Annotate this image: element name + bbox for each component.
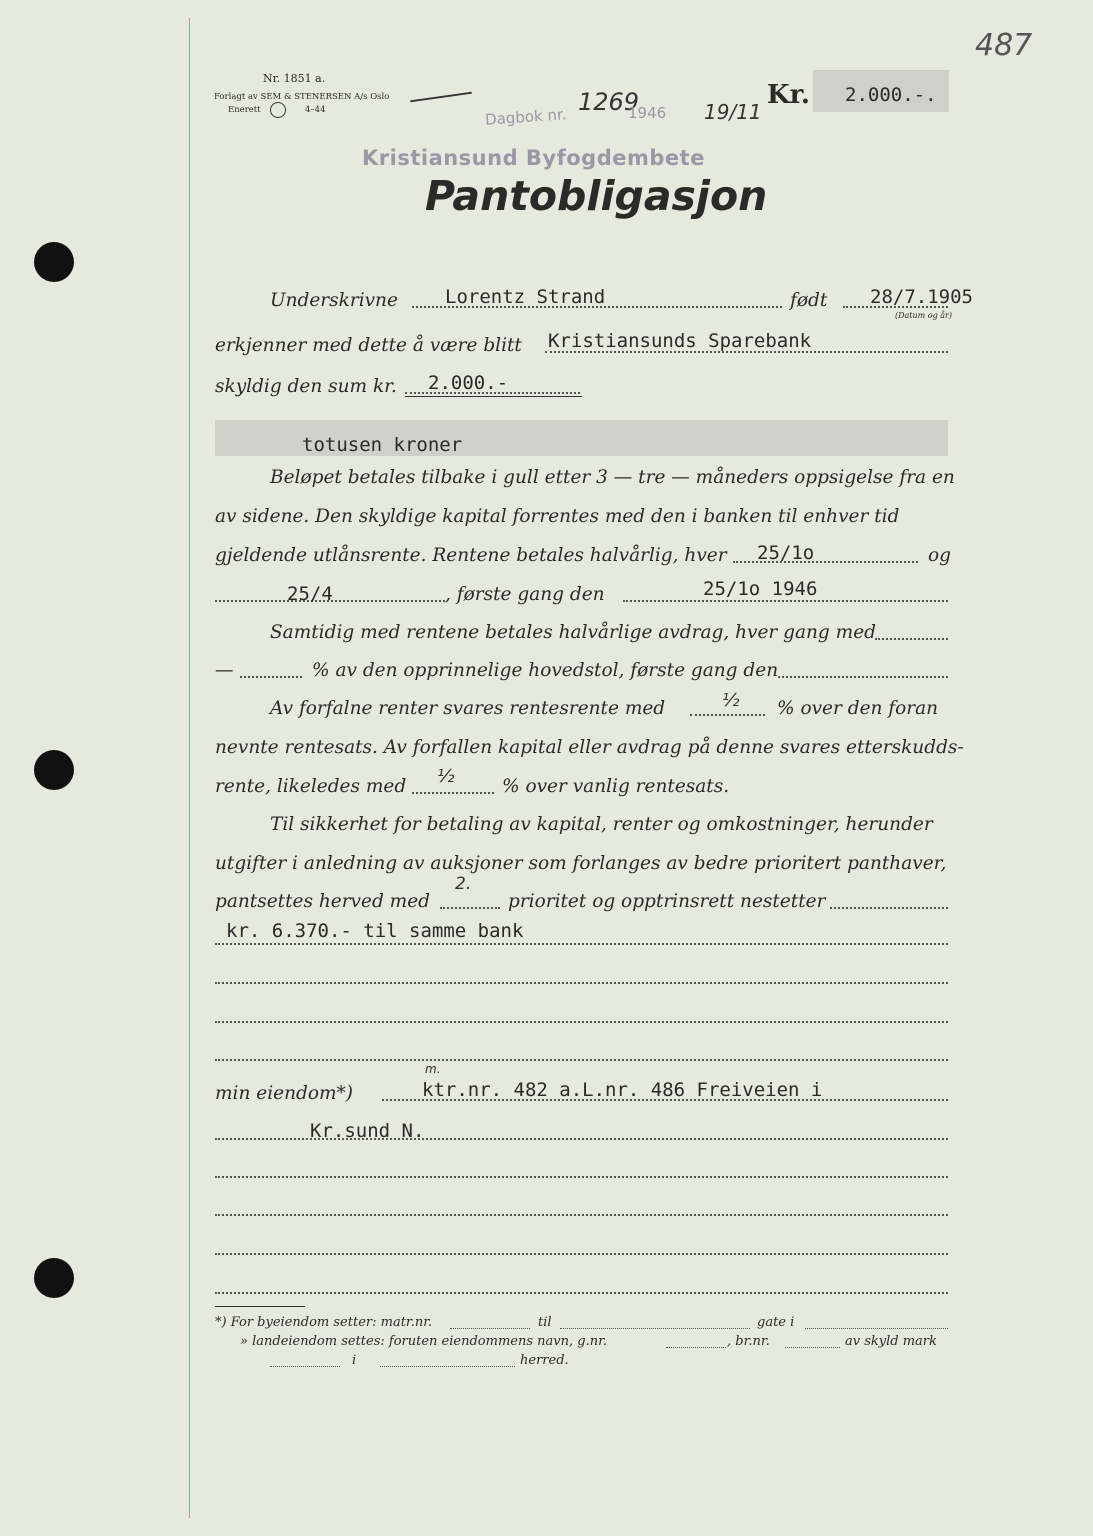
dotted-line: [215, 943, 948, 945]
prior-claim: kr. 6.370.- til samme bank: [226, 920, 524, 942]
interest-date-2: 25/4: [287, 583, 333, 605]
dotted-line: [690, 714, 765, 716]
footnote-text: av skyld mark: [845, 1334, 937, 1349]
datum-note: (Datum og år): [895, 311, 952, 320]
dotted-line: [380, 1366, 515, 1367]
body-text: % over den foran: [777, 698, 939, 719]
margin-line: [189, 18, 190, 1518]
rate-fraction-2: ½: [437, 766, 455, 787]
dagbok-number: 1269: [578, 88, 640, 116]
footnote-text: herred.: [520, 1353, 569, 1368]
publisher-emblem-icon: [270, 102, 286, 118]
body-text: prioritet og opptrinsrett nestetter: [508, 891, 826, 912]
footnote-text: , br.nr.: [727, 1334, 770, 1349]
body-text: Samtidig med rentene betales halvårlige avdrag, hver gang med: [270, 622, 876, 643]
footnote-text: gate i: [757, 1315, 795, 1330]
dotted-line: [412, 792, 494, 794]
body-text: og: [928, 545, 951, 566]
underskrivne-label: Underskrivne: [270, 290, 398, 311]
body-text: gjeldende utlånsrente. Rentene betales halvårlig, hver: [215, 545, 727, 566]
property-location: Kr.sund N.: [310, 1120, 425, 1142]
debtor-name: Lorentz Strand: [445, 286, 606, 308]
body-text: rente, likeledes med: [215, 776, 407, 797]
dotted-line: [623, 600, 948, 602]
min-eiendom-label: min eiendom*): [215, 1083, 353, 1104]
body-text: Beløpet betales tilbake i gull etter 3 — tre — måneders oppsigelse fra en: [270, 467, 955, 488]
publisher-line: Forlagt av SEM & STENERSEN A/s Oslo: [214, 92, 390, 102]
court-stamp: Kristiansund Byfogdembete: [362, 146, 705, 170]
property-mark: m.: [425, 1062, 441, 1076]
rate-fraction-1: ½: [722, 690, 740, 711]
kr-amount: 2.000.-.: [845, 84, 937, 106]
punch-hole: [34, 242, 74, 282]
kr-label: Kr.: [767, 80, 810, 110]
dotted-line: [805, 1328, 948, 1329]
property-description: ktr.nr. 482 a.L.nr. 486 Freiveien i: [422, 1079, 823, 1101]
sum-words: totusen kroner: [302, 434, 463, 456]
dotted-line: [440, 907, 500, 909]
footnote-rule: [215, 1306, 305, 1307]
dotted-line: [240, 676, 302, 678]
body-text: % av den opprinnelige hovedstol, første gang den: [312, 660, 779, 681]
page-title: Pantobligasjon: [425, 172, 768, 220]
footnote-text: til: [538, 1315, 552, 1330]
body-text: pantsettes herved med: [215, 891, 431, 912]
punch-hole: [34, 1258, 74, 1298]
priority-number: 2.: [455, 874, 472, 894]
fodt-label: født: [790, 290, 828, 311]
first-payment-date: 25/1o 1946: [703, 578, 818, 600]
birth-date: 28/7.1905: [870, 286, 973, 308]
dotted-line: [215, 1059, 948, 1061]
dotted-line: [215, 1214, 948, 1216]
dagbok-date: 19/11: [704, 100, 762, 124]
dotted-line: [785, 1347, 840, 1348]
skyldig-label: skyldig den sum kr.: [215, 376, 397, 397]
dotted-line: [215, 1021, 948, 1023]
page-number-handwritten: 487: [975, 28, 1033, 63]
dagbok-stamp: Dagbok nr.: [484, 105, 568, 129]
dotted-line: [215, 982, 948, 984]
punch-hole: [34, 750, 74, 790]
underline: [405, 396, 582, 397]
dotted-line: [270, 1366, 340, 1367]
dotted-line: [560, 1328, 750, 1329]
footnote-text: i: [352, 1353, 357, 1368]
creditor-name: Kristiansunds Sparebank: [548, 330, 812, 352]
dotted-line: [215, 1292, 948, 1294]
body-text: % over vanlig rentesats.: [502, 776, 730, 797]
interest-date-1: 25/1o: [757, 542, 815, 564]
body-text: utgifter i anledning av auksjoner som forlanges av bedre prioritert panthaver,: [215, 853, 947, 874]
publisher-line: 4–44: [305, 105, 326, 115]
dotted-line: [875, 638, 948, 640]
footnote-text: » landeiendom settes: foruten eiendommens navn, g.nr.: [240, 1334, 607, 1349]
publisher-line: Enerett: [228, 105, 261, 115]
body-text: Til sikkerhet for betaling av kapital, renter og omkostninger, herunder: [270, 814, 933, 835]
pen-stroke: [410, 92, 472, 103]
dotted-line: [215, 1253, 948, 1255]
body-text: —: [215, 660, 234, 681]
dotted-line: [830, 907, 948, 909]
body-text: Av forfalne renter svares rentesrente med: [270, 698, 666, 719]
dotted-line: [666, 1347, 726, 1348]
sum-amount: 2.000.-: [428, 372, 509, 394]
body-text: nevnte rentesats. Av forfallen kapital eller avdrag på denne svares etterskudds-: [215, 737, 964, 758]
dotted-line: [450, 1328, 530, 1329]
dotted-line: [215, 1176, 948, 1178]
erkjenner-label: erkjenner med dette å være blitt: [215, 335, 522, 356]
form-number: Nr. 1851 a.: [263, 72, 326, 85]
footnote-text: *) For byeiendom setter: matr.nr.: [215, 1315, 433, 1330]
body-text: av sidene. Den skyldige kapital forrentes med den i banken til enhver tid: [215, 506, 900, 527]
dagbok-year: 1946: [628, 104, 667, 122]
dotted-line: [778, 676, 948, 678]
body-text: , første gang den: [445, 584, 605, 605]
